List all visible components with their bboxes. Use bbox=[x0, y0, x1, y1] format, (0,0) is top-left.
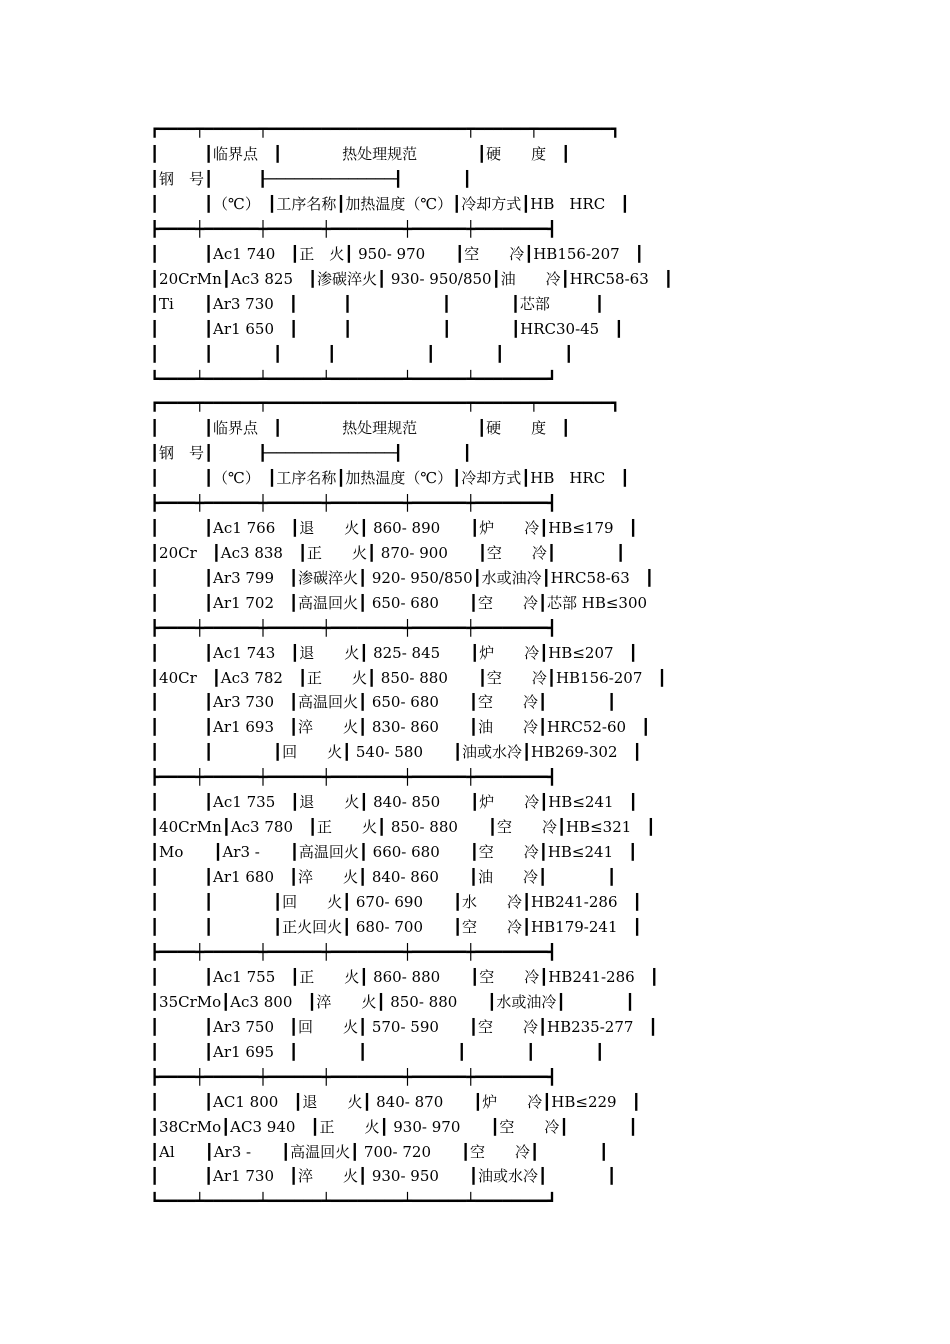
table2-line: ┃ ┃Ar3 750 ┃回 火┃ 570- 590 ┃空 冷┃HB235-277 ┃ bbox=[150, 1017, 658, 1036]
table2-line: ┣━━━━┿━━━━━━┿━━━━━━┿━━━━━━━━┿━━━━━━┿━━━━━━━━┫ bbox=[150, 493, 557, 512]
table2-line: ┏━━━━┯━━━━━━┯━━━━━━━━━━━━━━━━━━━━━━┯━━━━━━┯━━━━━━━━┓ bbox=[150, 394, 620, 412]
table1-line: ┣━━━━┿━━━━━━┿━━━━━━┿━━━━━━━━┿━━━━━━┿━━━━━━━━┫ bbox=[150, 219, 557, 238]
table2-line: ┃ ┃Ar3 730 ┃高温回火┃ 650- 680 ┃空 冷┃ ┃ bbox=[150, 693, 617, 712]
table2-line: ┃ ┃Ar3 799 ┃渗碳淬火┃ 920- 950/850┃水或油冷┃HRC58-63 ┃ bbox=[150, 568, 654, 587]
table2-line: ┃ ┃ ┃回 火┃ 540- 580 ┃油或水冷┃HB269-302 ┃ bbox=[150, 743, 642, 762]
table1-line: ┃钢 号┃ ┠──────────────┨ ┃ bbox=[150, 169, 472, 188]
table2-line: ┃ ┃Ar1 702 ┃高温回火┃ 650- 680 ┃空 冷┃芯部 HB≤300 bbox=[150, 593, 648, 612]
table2-line: ┃ ┃Ac1 766 ┃退 火┃ 860- 890 ┃炉 冷┃HB≤179 ┃ bbox=[150, 518, 638, 537]
table2-line: ┃ ┃ ┃回 火┃ 670- 690 ┃水 冷┃HB241-286 ┃ bbox=[150, 893, 642, 911]
table1-line: ┗━━━━┷━━━━━━┷━━━━━━┷━━━━━━━━┷━━━━━━┷━━━━━━━━┛ bbox=[150, 369, 557, 388]
table2-line: ┃ ┃Ar1 680 ┃淬 火┃ 840- 860 ┃油 冷┃ ┃ bbox=[150, 868, 617, 886]
table2-line: ┃ ┃（℃） ┃工序名称┃加热温度（℃）┃冷却方式┃HB HRC ┃ bbox=[150, 468, 630, 487]
table2-line: ┃40Cr ┃Ac3 782 ┃正 火┃ 850- 880 ┃空 冷┃HB156-207 ┃ bbox=[150, 668, 667, 687]
table1-line: ┃20CrMn┃Ac3 825 ┃渗碳淬火┃ 930- 950/850┃油 冷┃HRC58-63 ┃ bbox=[150, 269, 673, 288]
table2-line: ┣━━━━┿━━━━━━┿━━━━━━┿━━━━━━━━┿━━━━━━┿━━━━━━━━┫ bbox=[150, 942, 557, 961]
table2-line: ┃ ┃Ar1 730 ┃淬 火┃ 930- 950 ┃油或水冷┃ ┃ bbox=[150, 1167, 617, 1186]
table1-line: ┃ ┃Ar1 650 ┃ ┃ ┃ ┃HRC30-45 ┃ bbox=[150, 319, 624, 338]
table2-line: ┃ ┃Ar1 693 ┃淬 火┃ 830- 860 ┃油 冷┃HRC52-60 ┃ bbox=[150, 718, 651, 737]
table2-line: ┃ ┃Ar1 695 ┃ ┃ ┃ ┃ ┃ bbox=[150, 1042, 605, 1061]
table2-line: ┃ ┃临界点 ┃ 热处理规范 ┃硬 度 ┃ bbox=[150, 418, 571, 437]
table2-line: ┃ ┃ ┃正火回火┃ 680- 700 ┃空 冷┃HB179-241 ┃ bbox=[150, 917, 642, 936]
table1-line: ┃ ┃Ac1 740 ┃正 火┃ 950- 970 ┃空 冷┃HB156-207 ┃ bbox=[150, 244, 644, 263]
table2-line: ┃40CrMn┃Ac3 780 ┃正 火┃ 850- 880 ┃空 冷┃HB≤321 ┃ bbox=[150, 818, 656, 837]
table1-line: ┃Ti ┃Ar3 730 ┃ ┃ ┃ ┃芯部 ┃ bbox=[150, 294, 604, 313]
table2-line: ┃35CrMo┃Ac3 800 ┃淬 火┃ 850- 880 ┃水或油冷┃ ┃ bbox=[150, 992, 635, 1011]
table2-line: ┣━━━━┿━━━━━━┿━━━━━━┿━━━━━━━━┿━━━━━━┿━━━━━━━━┫ bbox=[150, 768, 557, 787]
table1-line: ┃ ┃临界点 ┃ 热处理规范 ┃硬 度 ┃ bbox=[150, 144, 571, 163]
table2-line: ┃38CrMo┃AC3 940 ┃正 火┃ 930- 970 ┃空 冷┃ ┃ bbox=[150, 1117, 638, 1136]
table2-line: ┃ ┃Ac1 755 ┃正 火┃ 860- 880 ┃空 冷┃HB241-286 ┃ bbox=[150, 967, 659, 986]
table2-line: ┃20Cr ┃Ac3 838 ┃正 火┃ 870- 900 ┃空 冷┃ ┃ bbox=[150, 543, 625, 562]
table2-line: ┃ ┃AC1 800 ┃退 火┃ 840- 870 ┃炉 冷┃HB≤229 ┃ bbox=[150, 1092, 641, 1111]
table2-line: ┃钢 号┃ ┠──────────────┨ ┃ bbox=[150, 443, 472, 462]
table2-line: ┃ ┃Ac1 735 ┃退 火┃ 840- 850 ┃炉 冷┃HB≤241 ┃ bbox=[150, 793, 638, 812]
table1-line: ┃ ┃ ┃ ┃ ┃ ┃ ┃ bbox=[150, 344, 574, 363]
table2-line: ┣━━━━┿━━━━━━┿━━━━━━┿━━━━━━━━┿━━━━━━┿━━━━━━━━┫ bbox=[150, 618, 557, 637]
table2-line: ┃ ┃Ac1 743 ┃退 火┃ 825- 845 ┃炉 冷┃HB≤207 ┃ bbox=[150, 643, 638, 662]
table1-line: ┏━━━━┯━━━━━━┯━━━━━━━━━━━━━━━━━━━━━━┯━━━━━━┯━━━━━━━━┓ bbox=[150, 120, 620, 138]
table2-line: ┃Mo ┃Ar3 - ┃高温回火┃ 660- 680 ┃空 冷┃HB≤241 ┃ bbox=[150, 843, 638, 862]
table1-line: ┃ ┃（℃） ┃工序名称┃加热温度（℃）┃冷却方式┃HB HRC ┃ bbox=[150, 194, 630, 213]
table2-line: ┗━━━━┷━━━━━━┷━━━━━━┷━━━━━━━━┷━━━━━━┷━━━━━━━━┛ bbox=[150, 1192, 557, 1211]
table2-line: ┣━━━━┿━━━━━━┿━━━━━━┿━━━━━━━━┿━━━━━━┿━━━━━━━━┫ bbox=[150, 1067, 557, 1086]
table2-line: ┃Al ┃Ar3 - ┃高温回火┃ 700- 720 ┃空 冷┃ ┃ bbox=[150, 1142, 609, 1161]
